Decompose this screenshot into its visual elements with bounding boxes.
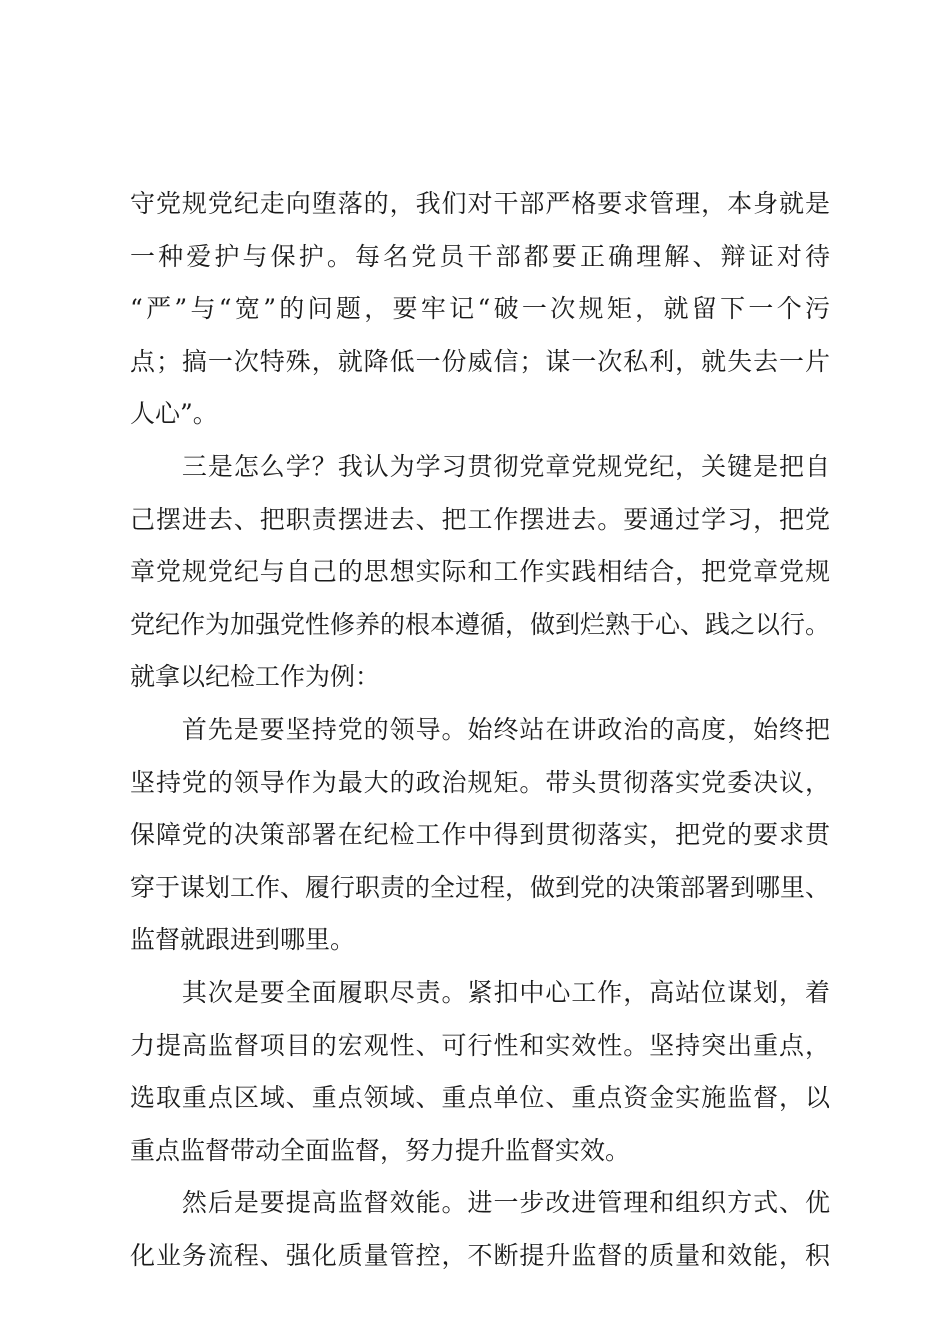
text-line: 保障党的决策部署在纪检工作中得到贯彻落实，把党的要求贯 [130,820,830,850]
text-line: 章党规党纪与自己的思想实际和工作实践相结合，把党章党规 [130,557,830,587]
text-line: 点；搞一次特殊，就降低一份威信；谋一次私利，就失去一片 [130,346,830,376]
text-line: 然后是要提高监督效能。进一步改进管理和组织方式、优 [130,1188,830,1218]
paragraph-how-to-learn [130,441,830,704]
text-line: 坚持党的领导作为最大的政治规矩。带头贯彻落实党委决议， [130,767,830,797]
text-line: 穿于谋划工作、履行职责的全过程，做到党的决策部署到哪里、 [130,872,831,902]
text-line: 化业务流程、强化质量管控，不断提升监督的质量和效能，积 [130,1240,830,1270]
text-line: 其次是要全面履职尽责。紧扣中心工作，高站位谋划，着 [130,977,830,1007]
text-line: 就拿以纪检工作为例： [130,662,381,692]
text-line: 党纪作为加强党性修养的根本遵循，做到烂熟于心、践之以行。 [130,609,831,639]
text-line: 监督就跟进到哪里。 [130,925,356,955]
text-line: 三是怎么学？我认为学习贯彻党章党规党纪，关键是把自 [130,451,830,481]
text-line: 一种爱护与保护。每名党员干部都要正确理解、辩证对待 [130,241,830,271]
text-line: 己摆进去、把职责摆进去、把工作摆进去。要通过学习，把党 [130,504,830,534]
paragraph-supervision-efficiency [130,1177,830,1282]
text-line: 守党规党纪走向堕落的，我们对干部严格要求管理，本身就是 [130,189,830,218]
text-line: 重点监督带动全面监督，努力提升监督实效。 [130,1135,631,1165]
document-body [130,178,830,1282]
paragraph-party-leadership [130,704,830,967]
text-line: 人心”。 [130,399,218,429]
text-line: 力提高监督项目的宏观性、可行性和实效性。坚持突出重点， [130,1030,830,1060]
paragraph-fulfill-duties [130,967,830,1177]
text-line: 选取重点区域、重点领域、重点单位、重点资金实施监督，以 [130,1083,830,1113]
text-line: “严”与“宽”的问题，要牢记“破一次规矩，就留下一个污 [130,294,830,324]
text-line: 首先是要坚持党的领导。始终站在讲政治的高度，始终把 [130,714,830,744]
paragraph-discipline-care [130,178,830,441]
